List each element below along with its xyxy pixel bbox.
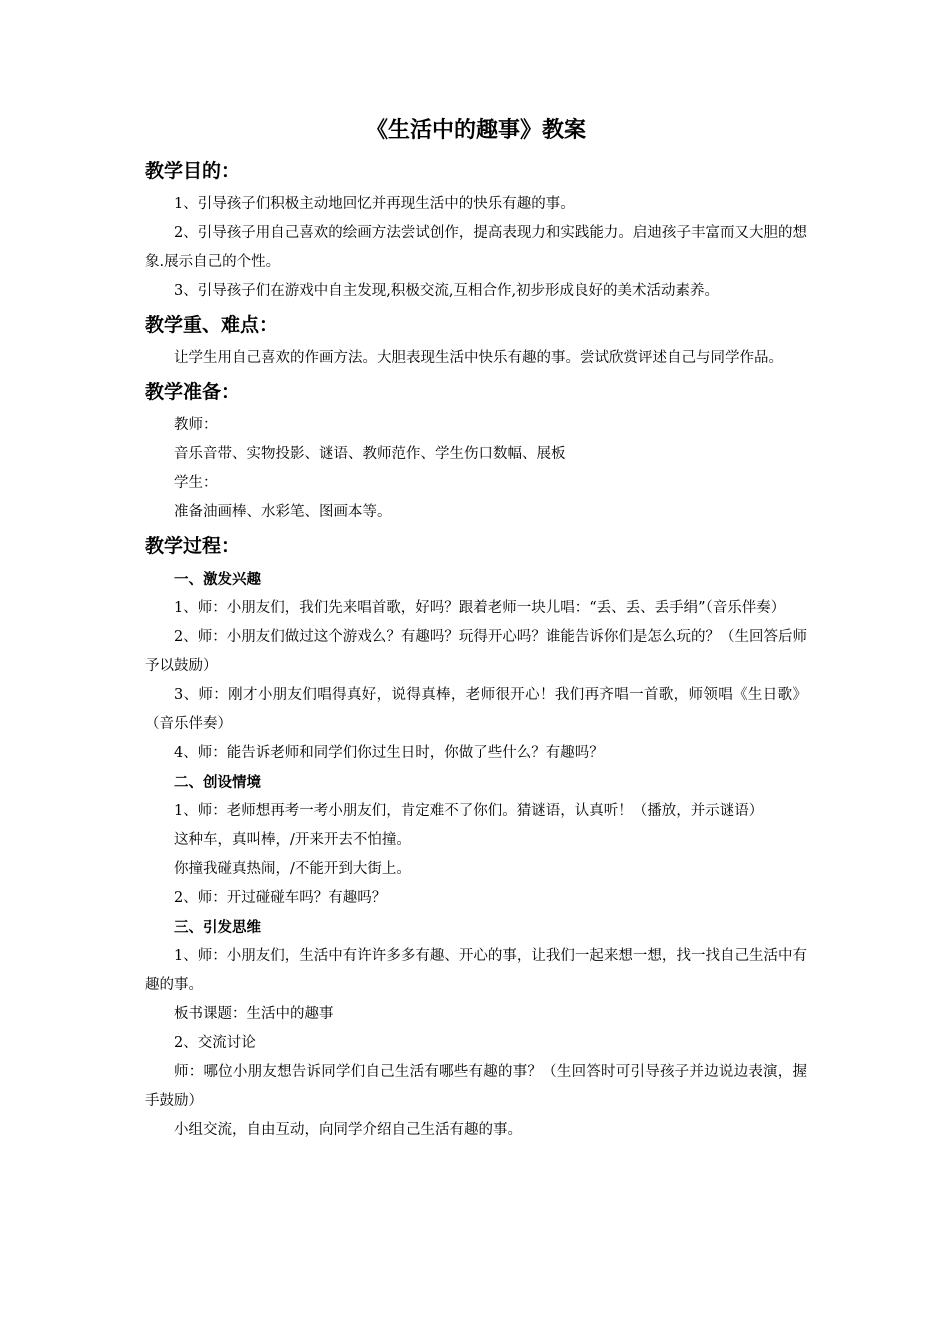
process-item: 4、师：能告诉老师和同学们你过生日时，你做了些什么？有趣吗？ xyxy=(174,745,604,761)
goal-item: 2、引导孩子用自己喜欢的绘画方法尝试创作，提高表现力和实践能力。启迪孩子丰富而又大胆的想象.展示自己的个性。 xyxy=(145,225,807,270)
process-item: 3、师：刚才小朋友们唱得真好，说得真棒，老师很开心！我们再齐唱一首歌，师领唱《生日歌》（音乐伴奏） xyxy=(145,687,807,732)
section-heading: 教学目的： xyxy=(145,160,241,182)
process-item: 2、师：开过碰碰车吗？有趣吗？ xyxy=(174,890,387,906)
document-page xyxy=(145,108,807,1145)
riddle-line: 你撞我碰真热闹，/不能开到大街上。 xyxy=(174,861,411,877)
process-item: 1、师：老师想再考一考小朋友们，肯定难不了你们。猜谜语，认真听！（播放，并示谜语） xyxy=(174,803,764,819)
process-item: 板书课题：生活中的趣事 xyxy=(174,1006,334,1022)
teacher-items: 音乐音带、实物投影、谜语、教师范作、学生伤口数幅、展板 xyxy=(174,446,566,462)
student-label: 学生： xyxy=(174,475,218,491)
process-item: 1、师：小朋友们，我们先来唱首歌，好吗？跟着老师一块儿唱：“丢、丢、丢手绢”（音乐伴奏） xyxy=(174,600,786,616)
process-item: 师：哪位小朋友想告诉同学们自己生活有哪些有趣的事？（生回答时可引导孩子并边说边表演，握手鼓励） xyxy=(145,1064,807,1109)
section-heading: 教学重、难点： xyxy=(145,314,279,336)
section-process xyxy=(145,527,807,1145)
section-preparation xyxy=(145,373,807,527)
teacher-label: 教师： xyxy=(174,417,218,433)
document-title: 《生活中的趣事》教案 xyxy=(365,117,586,143)
process-item: 1、师：小朋友们，生活中有许许多多有趣、开心的事，让我们一起来想一想，找一找自己生活中有趣的事。 xyxy=(145,948,807,993)
key-points-text: 让学生用自己喜欢的作画方法。大胆表现生活中快乐有趣的事。尝试欣赏评述自己与同学作品。 xyxy=(174,350,783,366)
section-goals xyxy=(145,152,807,306)
section-heading: 教学准备： xyxy=(145,381,241,403)
section-heading: 教学过程： xyxy=(145,535,241,557)
process-item: 2、交流讨论 xyxy=(174,1035,256,1051)
process-item: 2、师：小朋友们做过这个游戏么？有趣吗？玩得开心吗？谁能告诉你们是怎么玩的？（生回答后师予以鼓励） xyxy=(145,629,807,674)
section-key-points xyxy=(145,306,807,373)
goal-item: 1、引导孩子们积极主动地回忆并再现生活中的快乐有趣的事。 xyxy=(174,196,575,212)
student-items: 准备油画棒、水彩笔、图画本等。 xyxy=(174,504,392,520)
goal-item: 3、引导孩子们在游戏中自主发现,积极交流,互相合作,初步形成良好的美术活动素养。 xyxy=(174,283,720,299)
process-part-title: 二、创设情境 xyxy=(174,774,261,791)
process-item: 小组交流，自由互动，向同学介绍自己生活有趣的事。 xyxy=(174,1122,522,1138)
riddle-line: 这种车，真叫棒，/开来开去不怕撞。 xyxy=(174,832,411,848)
process-part-title: 一、激发兴趣 xyxy=(174,571,261,588)
process-part-title: 三、引发思维 xyxy=(174,919,261,936)
